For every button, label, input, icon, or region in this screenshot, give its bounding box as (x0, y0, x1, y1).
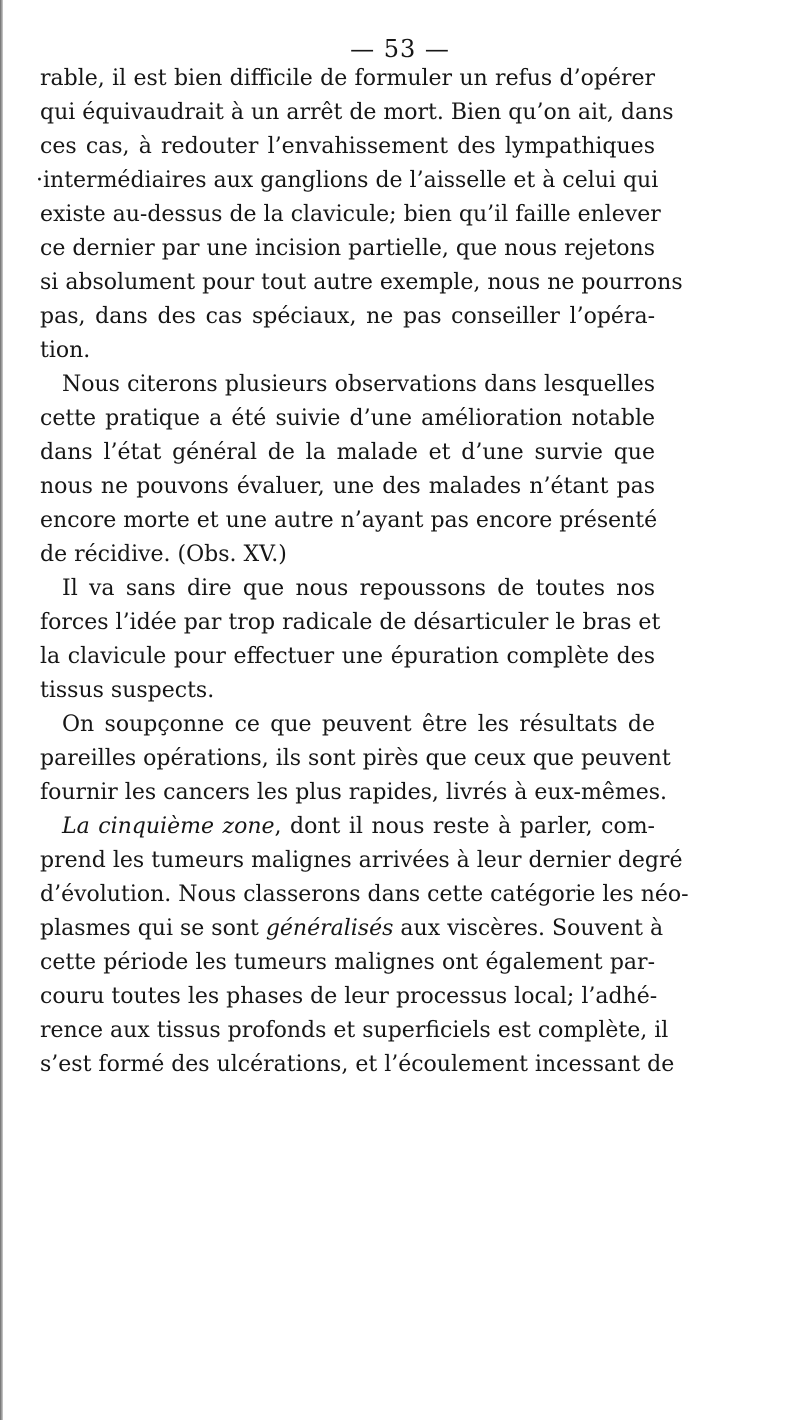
text-line: ces cas, à redouter l’envahissement des lympathiques (40, 134, 655, 159)
text-line: encore morte et une autre n’ayant pas encore présenté (40, 508, 658, 533)
page-edge-shadow (0, 0, 3, 1420)
text-line: ·intermédiaires aux ganglions de l’aisselle et à celui qui (36, 168, 659, 193)
text-run: plasmes qui se sont (40, 916, 266, 941)
emphasis-text: généralisés (265, 916, 394, 941)
text-line: cette période les tumeurs malignes ont également par- (40, 950, 655, 975)
text-line: forces l’idée par trop radicale de désarticuler le bras et (40, 610, 661, 635)
text-line: rable, il est bien difficile de formuler un refus d’opérer (40, 66, 655, 91)
emphasis-text: La cinquième zone (62, 814, 275, 839)
text-line: pareilles opérations, ils sont pirès que ceux que peuvent (40, 746, 671, 771)
text-line: ce dernier par une incision partielle, que nous rejetons (40, 236, 655, 261)
text-line: s’est formé des ulcérations, et l’écoulement incessant de (40, 1052, 675, 1077)
text-line: tissus suspects. (40, 678, 215, 703)
text-line: de récidive. (Obs. XV.) (40, 542, 287, 567)
text-line: la clavicule pour effectuer une épuration complète des (40, 644, 655, 669)
text-line: si absolument pour tout autre exemple, nous ne pourrons (40, 270, 683, 295)
text-line: Nous citerons plusieurs observations dans lesquelles (62, 372, 655, 397)
text-run: aux viscères. Souvent à (393, 916, 664, 941)
text-line: fournir les cancers les plus rapides, livrés à eux-mêmes. (40, 780, 668, 805)
text-line (62, 814, 655, 840)
text-line: qui équivaudrait à un arrêt de mort. Bien qu’on ait, dans (40, 100, 674, 125)
text-line: tion. (40, 338, 91, 363)
page-number: — 53 — (350, 35, 450, 63)
text-run: , dont il nous reste à parler, com- (274, 814, 655, 839)
text-line: pas, dans des cas spéciaux, ne pas conseiller l’opéra- (40, 304, 655, 329)
text-line: existe au-dessus de la clavicule; bien qu’il faille enlever (40, 202, 661, 227)
text-line: rence aux tissus profonds et superficiels est complète, il (40, 1018, 669, 1043)
text-line: d’évolution. Nous classerons dans cette catégorie les néo- (40, 882, 689, 907)
text-line: cette pratique a été suivie d’une amélioration notable (40, 406, 655, 431)
text-line: nous ne pouvons évaluer, une des malades n’étant pas (40, 474, 655, 499)
text-line: On soupçonne ce que peuvent être les résultats de (62, 712, 655, 737)
text-line: Il va sans dire que nous repoussons de toutes nos (62, 576, 655, 601)
text-line (40, 916, 664, 942)
text-line: prend les tumeurs malignes arrivées à leur dernier degré (40, 848, 683, 873)
text-line: couru toutes les phases de leur processus local; l’adhé- (40, 984, 658, 1009)
text-line: dans l’état général de la malade et d’une survie que (40, 440, 655, 465)
